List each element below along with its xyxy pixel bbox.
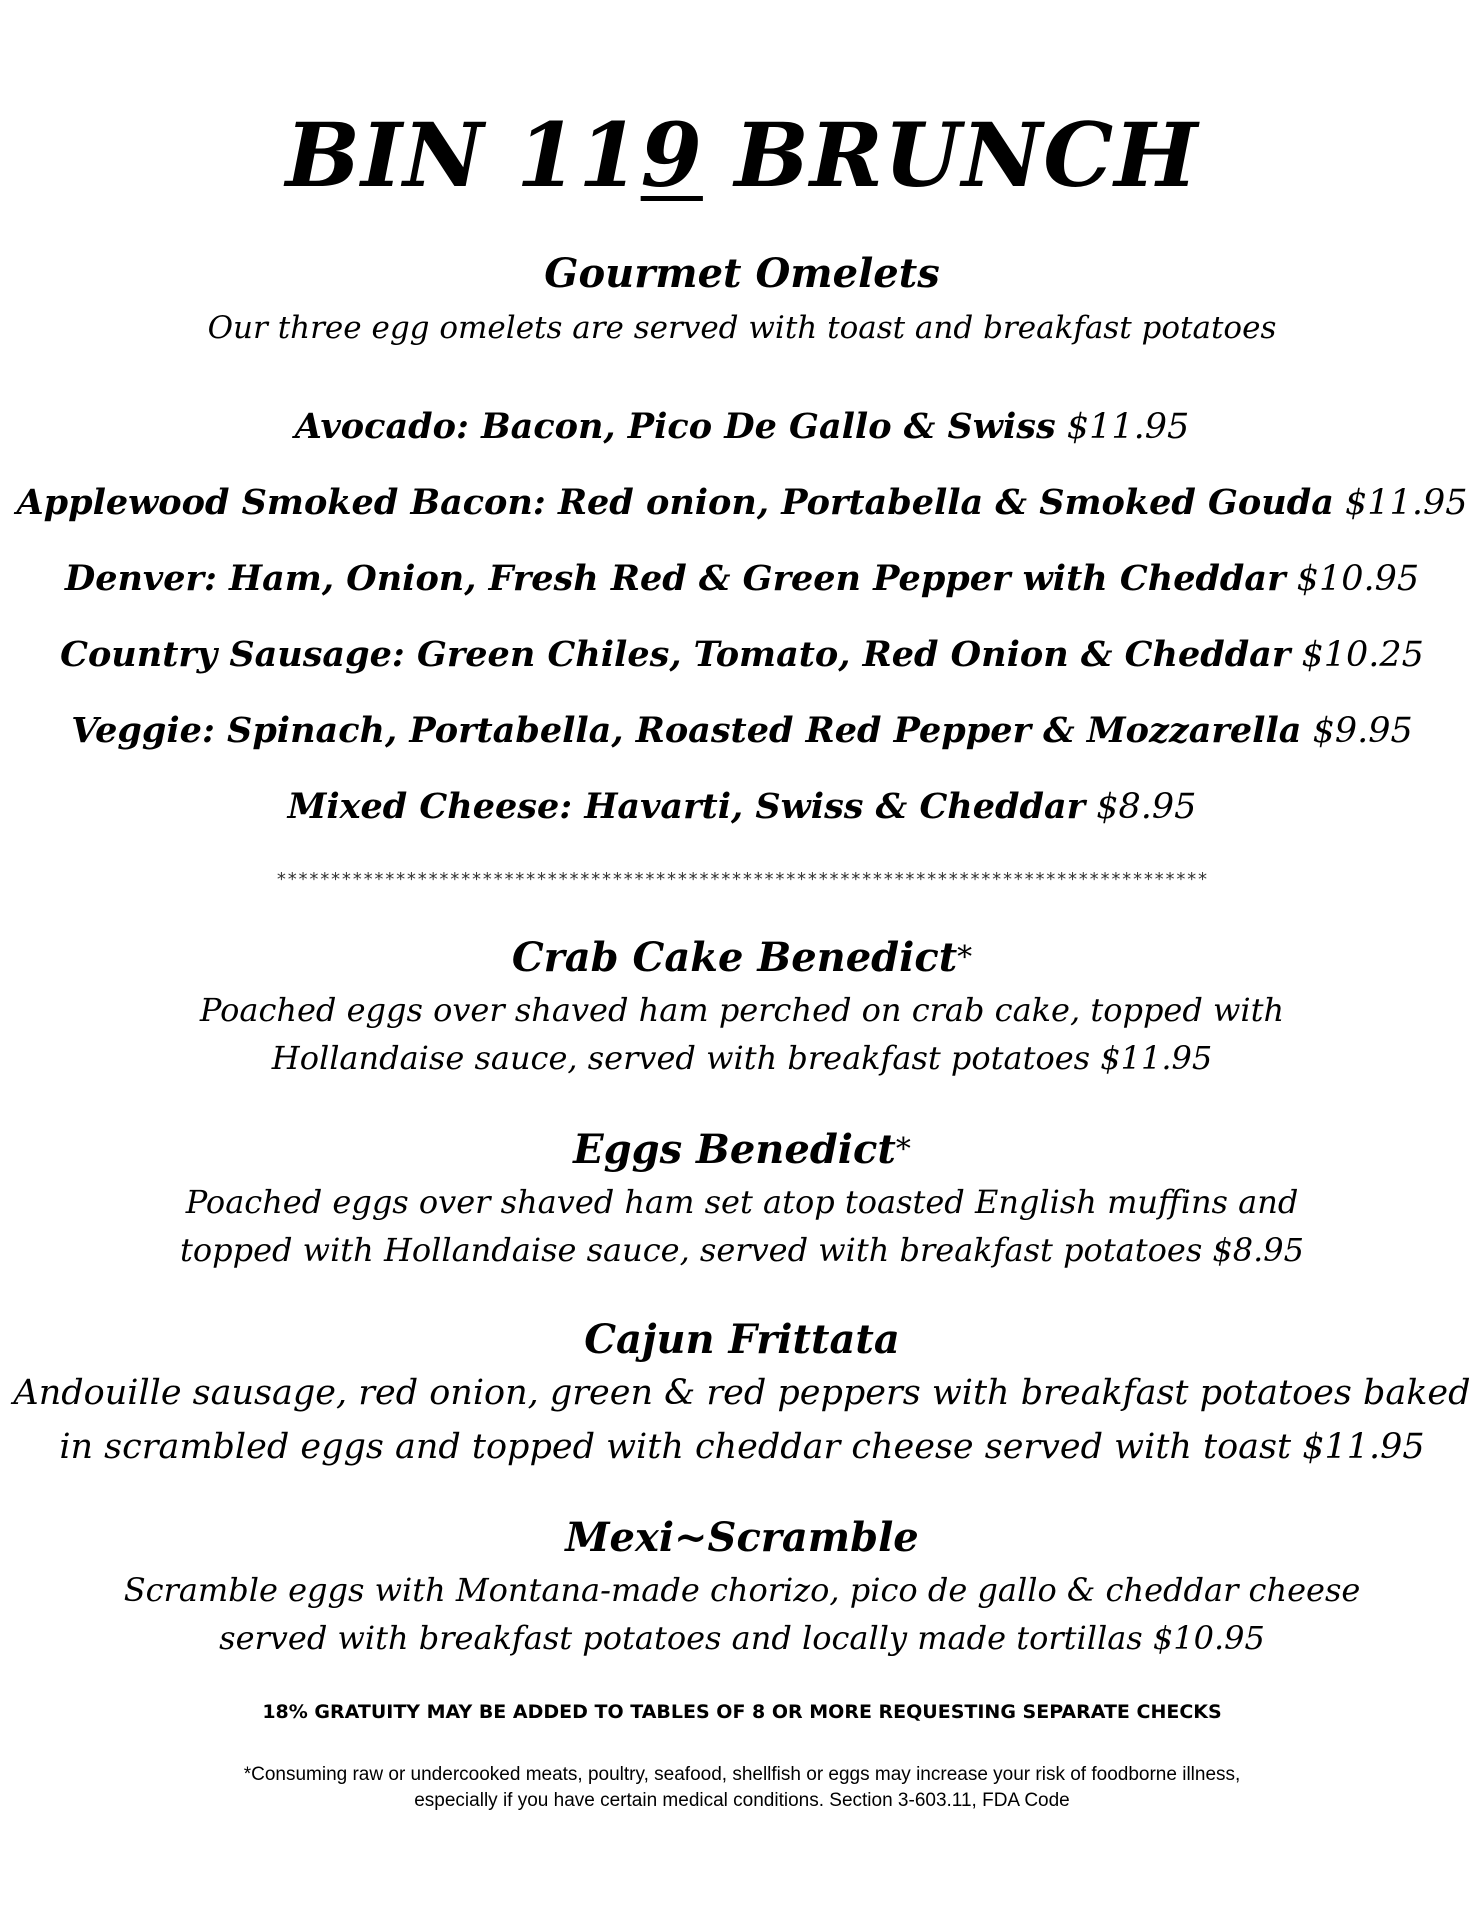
omelets-heading: Gourmet Omelets xyxy=(544,250,940,297)
description-line: Scramble eggs with Montana-made chorizo, pico de gallo & cheddar cheese xyxy=(123,1571,1361,1609)
special-heading-text: Eggs Benedict xyxy=(573,1126,896,1173)
description-line: Hollandaise sauce, served with breakfast potatoes $11.95 xyxy=(271,1039,1213,1077)
special-description xyxy=(0,1366,1484,1474)
omelet-item xyxy=(0,552,1484,606)
raw-food-marker: * xyxy=(895,1132,911,1167)
special-heading-text: Cajun Frittata xyxy=(584,1316,900,1363)
omelet-price: $8.95 xyxy=(1096,787,1197,827)
special-heading-text: Mexi~Scramble xyxy=(565,1514,919,1561)
omelet-item xyxy=(0,780,1484,834)
special-heading xyxy=(0,932,1484,984)
omelet-price: $11.95 xyxy=(1345,483,1468,523)
omelet-name: Country Sausage: Green Chiles, Tomato, Red Onion & Cheddar xyxy=(60,634,1291,675)
special-description xyxy=(0,1178,1484,1274)
gratuity-notice: 18% GRATUITY MAY BE ADDED TO TABLES OF 8 OR MORE REQUESTING SEPARATE CHECKS xyxy=(262,1701,1222,1723)
description-line: served with breakfast potatoes and locally made tortillas $10.95 xyxy=(219,1619,1265,1657)
disclaimer-line: especially if you have certain medical conditions. Section 3-603.11, FDA Code xyxy=(414,1790,1070,1811)
omelet-item xyxy=(0,704,1484,758)
disclaimer-line: *Consuming raw or undercooked meats, poultry, seafood, shellfish or eggs may increase your risk of foodborne illness, xyxy=(243,1764,1241,1785)
special-description xyxy=(0,1566,1484,1662)
special-heading xyxy=(0,1314,1484,1366)
description-line: Andouille sausage, red onion, green & red peppers with breakfast potatoes baked xyxy=(13,1373,1471,1413)
title-part-2: BRUNCH xyxy=(702,103,1199,207)
omelet-item xyxy=(0,628,1484,682)
omelet-price: $10.25 xyxy=(1301,635,1424,675)
omelet-item xyxy=(0,476,1484,530)
omelet-name: Applewood Smoked Bacon: Red onion, Portabella & Smoked Gouda xyxy=(16,482,1334,523)
food-safety-disclaimer xyxy=(0,1762,1484,1814)
omelet-name: Denver: Ham, Onion, Fresh Red & Green Pepper with Cheddar xyxy=(64,558,1286,599)
omelets-subheading: Our three egg omelets are served with toast and breakfast potatoes xyxy=(207,310,1277,346)
description-line: Poached eggs over shaved ham perched on crab cake, topped with xyxy=(199,991,1285,1029)
description-line: Poached eggs over shaved ham set atop toasted English muffins and xyxy=(185,1183,1299,1221)
omelet-name: Avocado: Bacon, Pico De Gallo & Swiss xyxy=(294,406,1056,447)
special-heading xyxy=(0,1512,1484,1564)
omelet-name: Mixed Cheese: Havarti, Swiss & Cheddar xyxy=(287,786,1086,827)
special-heading-text: Crab Cake Benedict xyxy=(511,934,958,981)
omelet-item xyxy=(0,400,1484,454)
page-title xyxy=(0,100,1484,210)
section-divider: ************************************************************************************** xyxy=(276,869,1208,890)
omelet-price: $10.95 xyxy=(1296,559,1420,599)
omelet-name: Veggie: Spinach, Portabella, Roasted Red Pepper & Mozzarella xyxy=(71,710,1302,751)
title-underlined-digit: 9 xyxy=(640,103,703,207)
omelet-price: $11.95 xyxy=(1066,407,1190,447)
special-description xyxy=(0,986,1484,1082)
omelet-price: $9.95 xyxy=(1312,711,1413,751)
description-line: in scrambled eggs and topped with cheddar cheese served with toast $11.95 xyxy=(59,1427,1425,1467)
title-part-1: BIN 11 xyxy=(285,103,641,207)
raw-food-marker: * xyxy=(957,940,973,975)
special-heading xyxy=(0,1124,1484,1176)
description-line: topped with Hollandaise sauce, served with breakfast potatoes $8.95 xyxy=(179,1231,1305,1269)
